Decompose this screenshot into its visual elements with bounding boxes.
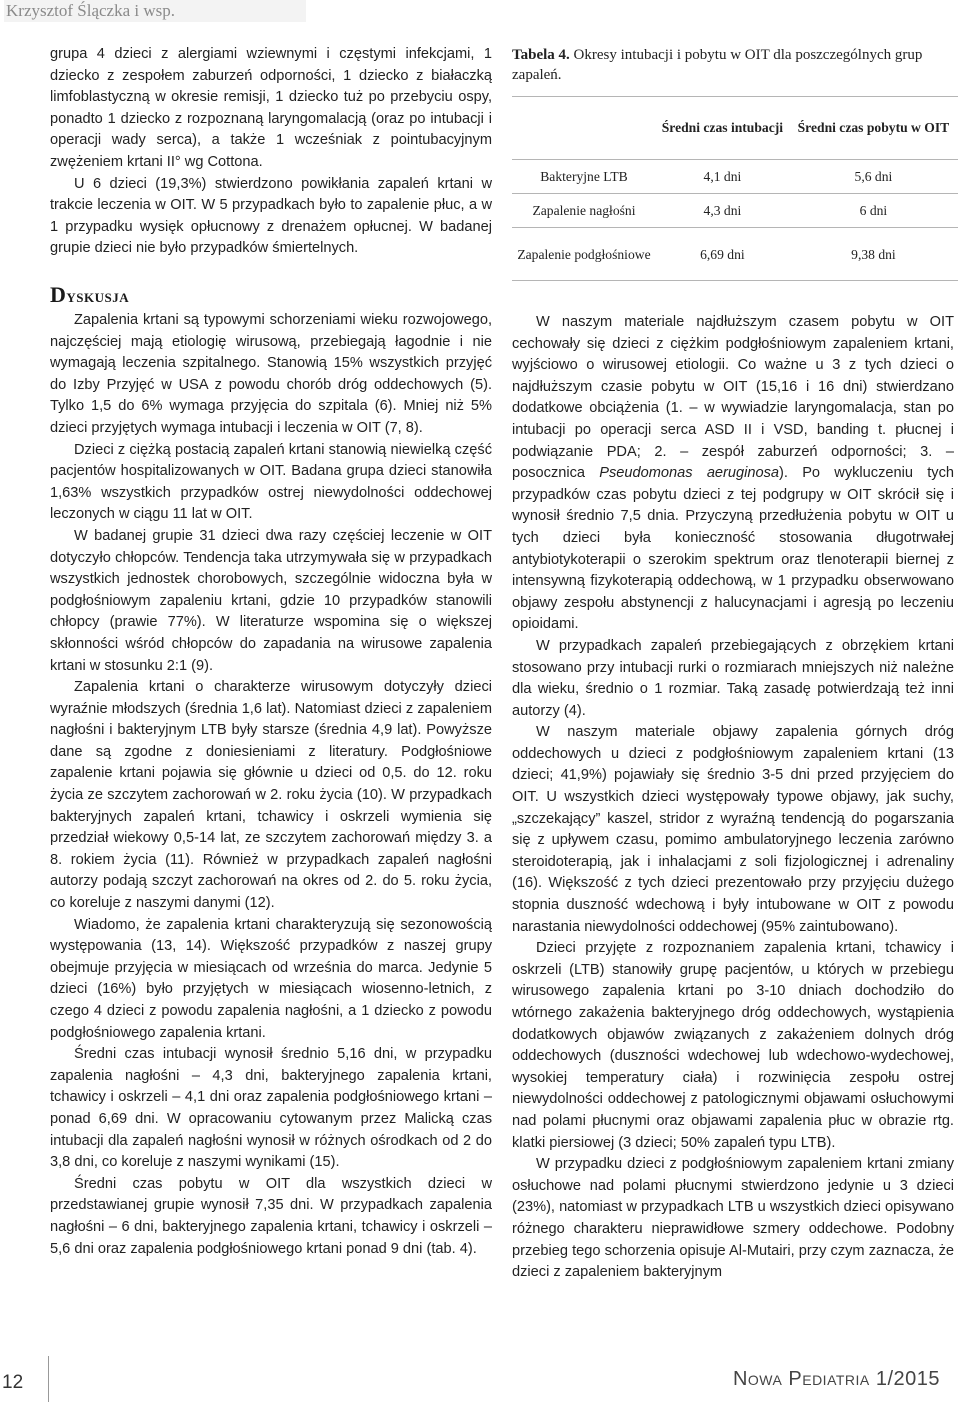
paragraph: Dzieci z ciężką postacią zapaleń krtani stanowią niewielką część pacjentów hospitalizowanych w OIT. Badana grupa dzieci stanowiła 1,63% wszystkich przypadków ostrej niewydolności oddechowej leczonych w ciągu 11 lat w OIT.	[50, 441, 492, 523]
paragraph-text: W naszym materiale najdłuższym czasem pobytu w OIT cechowały się dzieci z ciężkim podgłośniowym zapaleniem krtani, wyjściowo o wirusowej etiologii. Co ważne u 3 z tych dzieci o najdłuższym czasie pobytu w OIT (15,16 i 16 dni) stwierdzano dodatkowe obciążenia (1. – w wywiadzie laryngomalacja, stan po intubacji po operacji serca ASD II i VSD, banding t. płucnej i podwiązanie PDA; 2. – zespół zaburzeń odporności; 3. – posocznica	[512, 314, 954, 482]
paragraph: W badanej grupie 31 dzieci dwa razy częściej leczenie w OIT dotyczyło chłopców. Tendencja taka utrzymywała się w przypadkach wszystkich jednostek chorobowych, szczególnie widoczna była w podgłośniowym zapaleniu krtani, gdzie 10 przypadków stanowili chłopcy (prawie 77%). W literaturze wspomina się o większej skłonności wśród chłopców do zapadania na wirusowe zapalenia krtani w stosunku 2:1 (9).	[50, 527, 492, 674]
table-row	[512, 228, 958, 281]
paragraph: Wiadomo, że zapalenia krtani charakteryzują się sezonowością występowania (13, 14). Większość przypadków z naszej grupy obejmuje przyjęcia w miesiącach od września do marca. Jedynie 5 dzieci (16%) było przyjętych w miesiącach wiosenno-letnich, z czego 4 dzieci z powodu zapalenia nagłośni, a 1 dziecko z powodu podgłośniowego zapalenia krtani.	[50, 916, 492, 1041]
journal-name	[720, 1368, 940, 1391]
paragraph: Dzieci przyjęte z rozpoznaniem zapalenia krtani, tchawicy i oskrzeli (LTB) stanowiły grupę pacjentów, u których w przebiegu wirusowego zapalenia krtani po 3-10 dniach dochodziło do wtórnego zakażenia bakteryjnego dróg oddechowych, wystąpienia dodatkowych objawów związanych z zakażeniem dolnych dróg oddechowych (duszności wdechowej lub wdechowo-wydechowej, wysokiej temperatury ciała) i rozwinięcia zespołu ostrej niewydolności oddechowej z patologicznymi objawami osłuchowymi nad polami płucnymi oraz objawami zapalenia płuc w obrazie rtg. klatki piersiowej (3 dzieci; 50% zapaleń typu LTB).	[512, 940, 954, 1151]
paragraph: Zapalenia krtani są typowymi schorzeniami wieku rozwojowego, najczęściej mają etiologię wirusową, przebiegają łagodnie i nie wymagają leczenia szpitalnego. Stanowią 15% wszystkich przyjęć do Izby Przyjęć w USA z powodu chorób dróg oddechowych (5). Tylko 1,5 do 6% wymaga przyjęcia do szpitala (6). Mniej niż 5% dzieci przyjętych wymaga intubacji i leczenia w OIT (7, 8).	[50, 312, 492, 436]
journal-issue: 1/2015	[875, 1368, 940, 1390]
discussion-left-column	[50, 310, 492, 1260]
table-cell: 6 dni	[789, 194, 958, 228]
table-cell: 5,6 dni	[789, 160, 958, 194]
paragraph: W naszym materiale objawy zapalenia górnych dróg oddechowych u dzieci z podgłośniowym zapaleniem krtani (13 dzieci; 41,9%) pojawiały się średnio 3-5 dni przed przyjęciem do OIT. U wszystkich dzieci występowały typowe objawy, jak suchy, „szczekający” kaszel, stridor z wyraźną tendencją do pogarszania się z upływem czasu, pomimo ambulatoryjnego leczenia zarówno steroidoterapią, jak i inhalacjami z soli fizjologicznej i adrenaliny (16). Większość z tych dzieci prezentowało przy przyjęciu dużego stopnia duszność wdechową i były intubowane w OIT z powodu narastania niewydolności oddechowej (95% zaintubowano).	[512, 724, 954, 935]
section-heading: Dyskusja	[50, 282, 130, 307]
table-cell: Zapalenie nagłośni	[512, 194, 656, 228]
paragraph: W przypadkach zapaleń przebiegających z obrzękiem krtani stosowano przy intubacji rurki o rozmiarach mniejszych niż należne dla wieku, średnio o 1 rozmiar. Taką zasadę potwierdzają też inni autorzy (4).	[512, 637, 954, 719]
table-caption-text: Okresy intubacji i pobytu w OIT dla poszczególnych grup zapaleń.	[512, 47, 923, 83]
running-head: Krzysztof Ślączka i wsp.	[4, 0, 306, 22]
table-row	[512, 160, 958, 194]
table-cell: Zapalenie podgłośniowe	[512, 228, 656, 281]
table-header-intubation: Średni czas intubacji	[656, 97, 789, 160]
page-number: 12	[2, 1372, 24, 1393]
table-header-stay: Średni czas pobytu w OIT	[789, 97, 958, 160]
species-name: Pseudomonas aeruginosa	[599, 465, 780, 482]
table-4	[512, 96, 958, 281]
paragraph-text: ). Po wykluczeniu tych przypadków czas pobytu dzieci z tej podgrupy w OIT skrócił się i wynosił średnio 7,5 dnia. Przyczyną przedłużenia pobytu w OIT u tych dzieci była konieczność stosowania długotrwałej antybiotykoterapii o szerokim spektrum oraz tlenoterapii biernej z intensywną fizykoterapią oddechową, w 1 przypadku obserwowano objawy zespołu abstynencji z halucynacjami i agresją po leczeniu opioidami.	[512, 465, 954, 633]
paragraph: Zapalenia krtani o charakterze wirusowym dotyczyły dzieci wyraźnie młodszych (średnia 1,6 lat). Natomiast dzieci z zapaleniem nagłośni i bakteryjnym LTB były starsze (średnia 4,9 lat). Powyższe dane są zgodne z doniesieniami z literatury. Podgłośniowe zapalenie krtani pojawia się głównie u dzieci od 0,5. do 12. roku życia ze szczytem zachorowań w 2. roku życia (10). W przypadkach bakteryjnych zapaleń krtani, tchawicy i oskrzeli wymienia się przedział wiekowy 0,5-14 lat, ze szczytem zachorowań między 3. a 8. rokiem życia (11). Również w przypadkach zapaleń nagłośni autorzy podają szczyt zachorowań na okres od 2. do 5. roku życia, co koreluje z naszymi danymi (12).	[50, 679, 492, 912]
table-cell: 4,1 dni	[656, 160, 789, 194]
paragraph: Średni czas pobytu w OIT dla wszystkich dzieci w przedstawianej grupie wynosił 7,35 dni. W przypadkach zapalenia nagłośni – 6 dni, bakteryjnego zapalenia krtani, tchawicy i oskrzeli – 5,6 dni oraz zapalenia podgłośniowego krtani ponad 9 dni (tab. 4).	[50, 1175, 492, 1257]
footer-divider	[48, 1356, 49, 1402]
table-cell: 4,3 dni	[656, 194, 789, 228]
table-header-row	[512, 97, 958, 160]
table-label: Tabela 4.	[512, 47, 570, 63]
table-header-empty	[512, 97, 656, 160]
discussion-right-column	[512, 312, 954, 1284]
table-caption	[512, 45, 958, 85]
table-cell: Bakteryjne LTB	[512, 160, 656, 194]
journal-title: Nowa Pediatria	[732, 1368, 870, 1390]
intro-text	[50, 44, 492, 260]
table-cell: 6,69 dni	[656, 228, 789, 281]
table-cell: 9,38 dni	[789, 228, 958, 281]
paragraph: grupa 4 dzieci z alergiami wziewnymi i częstymi infekcjami, 1 dziecko z zespołem zaburzeń odporności, 1 dziecko z białaczką limfoblastyczną w okresie remisji, 1 dziecko tuż po przebyciu ospy, ponadto 1 dziecko z rozpoznaną laryngomalacją (oraz po intubacji i operacji wady serca), a także 1 wcześniak z pointubacyjnym zwężeniem krtani II° wg Cottona.	[50, 46, 492, 170]
table-row	[512, 194, 958, 228]
paragraph: W przypadku dzieci z podgłośniowym zapaleniem krtani zmiany osłuchowe nad polami płucnymi stwierdzono jedynie u 3 dzieci (23%), natomiast w przypadkach LTB u wszystkich dzieci opisywano różnego charakteru nieprawidłowe szmery oddechowe. Podobny przebieg tego schorzenia opisuje Al-Mutairi, przy czym zaznacza, że dzieci z zapaleniem bakteryjnym	[512, 1156, 954, 1281]
paragraph: Średni czas intubacji wynosił średnio 5,16 dni, w przypadku zapalenia nagłośni – 4,3 dni, bakteryjnego zapalenia krtani, tchawicy i oskrzeli – 4,1 dni oraz zapalenia podgłośniowego krtani – ponad 6,69 dni. W opracowaniu cytowanym przez Malicką czas intubacji dla zapaleń nagłośni wynosił w różnych ośrodkach od 2 do 3,8 dni, co koreluje z naszymi wynikami (15).	[50, 1046, 492, 1171]
paragraph: U 6 dzieci (19,3%) stwierdzono powikłania zapaleń krtani w trakcie leczenia w OIT. W 5 przypadkach było to zapalenie płuc, a w 1 przypadku wysięk opłucnowy z drenażem opłucnej. W badanej grupie dzieci nie było przypadków śmiertelnych.	[50, 175, 492, 257]
paragraph	[512, 312, 954, 636]
